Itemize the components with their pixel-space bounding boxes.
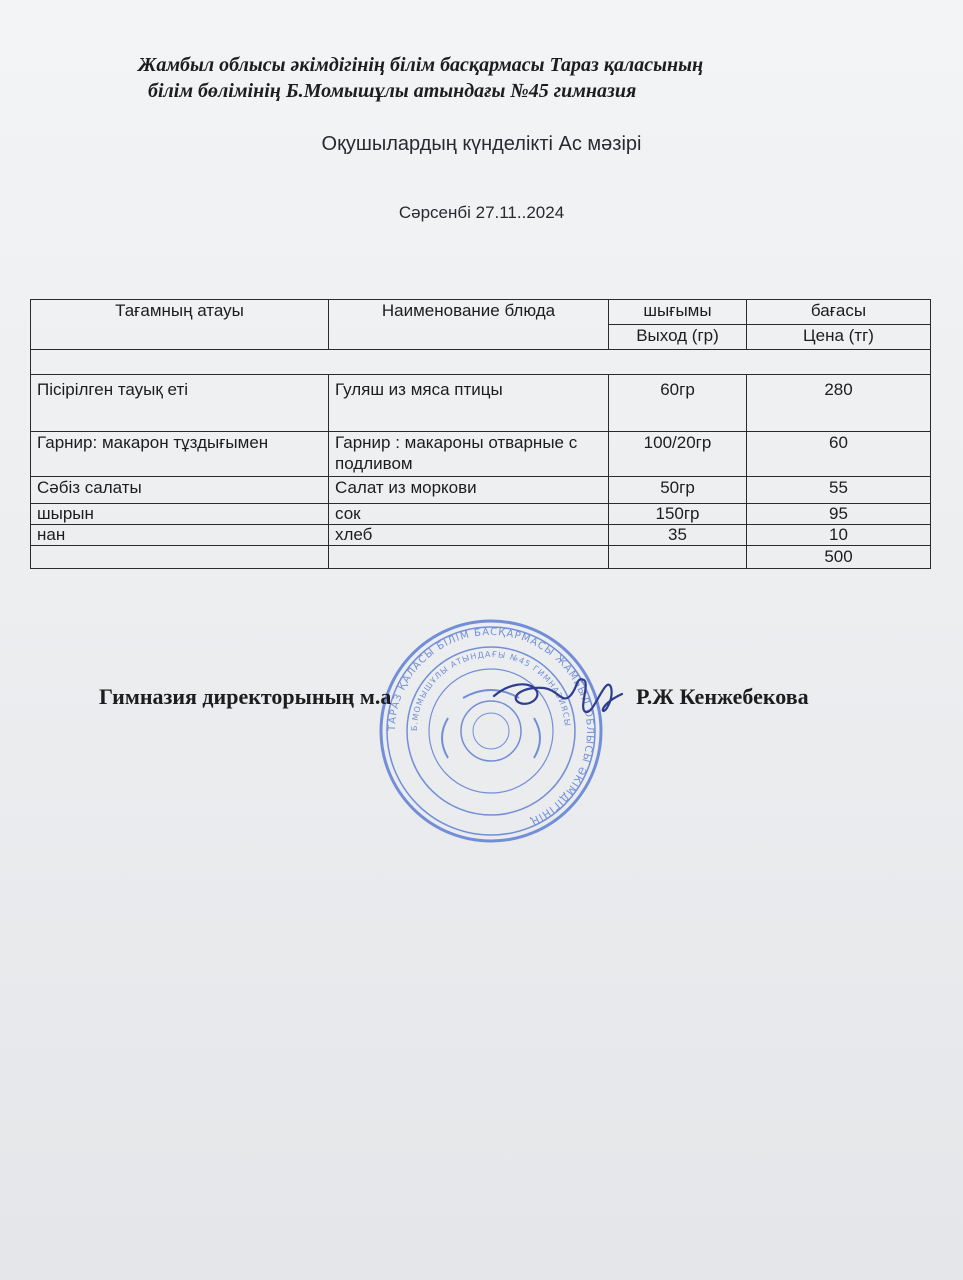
header-line-1: Жамбыл облысы әкімдігінің білім басқармасы Тараз қаласының [138, 54, 704, 76]
dish-ru: Салат из моркови [329, 477, 609, 504]
table-row [31, 525, 931, 546]
dish-ru: Гуляш из мяса птицы [329, 375, 609, 432]
dish-kz: шырын [31, 504, 329, 525]
director-position: Гимназия директорының м.а [99, 684, 392, 709]
dish-kz: нан [31, 525, 329, 546]
dish-ru: хлеб [329, 525, 609, 546]
dish-price: 55 [747, 477, 931, 504]
dish-kz: Сәбіз салаты [31, 477, 329, 504]
table-row [31, 504, 931, 525]
header-price-kz: бағасы [747, 300, 931, 325]
dish-output: 150гр [609, 504, 747, 525]
official-stamp [378, 618, 604, 844]
menu-table [30, 299, 931, 569]
dish-output: 100/20гр [609, 432, 747, 477]
menu-date: Сәрсенбі 27.11..2024 [398, 203, 565, 222]
table-row [31, 375, 931, 432]
header-output-kz: шығымы [609, 300, 747, 325]
total-price: 500 [747, 546, 931, 569]
table-total-row [31, 546, 931, 569]
dish-price: 280 [747, 375, 931, 432]
header-kz-name: Тағамның атауы [31, 300, 329, 350]
table-row [31, 432, 931, 477]
header-price-ru: Цена (тг) [747, 325, 931, 350]
dish-price: 95 [747, 504, 931, 525]
dish-price: 60 [747, 432, 931, 477]
dish-price: 10 [747, 525, 931, 546]
director-name: Р.Ж Кенжебекова [636, 684, 809, 709]
stamp-inner-text: Б.МОМЫШҰЛЫ АТЫНДАҒЫ №45 ГИМНАЗИЯСЫ [409, 649, 572, 732]
dish-ru: Гарнир : макароны отварные с подливом [329, 432, 609, 477]
stamp-outer-text: ТАРАЗ ҚАЛАСЫ БІЛІМ БАСҚАРМАСЫ ЖАМБЫЛ ОБЛЫСЫ ӘКІМДІГІНІҢ [386, 626, 596, 827]
dish-kz: Пісірілген тауық еті [31, 375, 329, 432]
dish-output: 35 [609, 525, 747, 546]
document-title: Оқушылардың күнделікті Ас мәзірі [321, 133, 642, 155]
table-spacer-row [31, 350, 931, 375]
table-row [31, 477, 931, 504]
dish-output: 50гр [609, 477, 747, 504]
handwritten-signature [488, 666, 628, 726]
dish-kz: Гарнир: макарон тұздығымен [31, 432, 329, 477]
header-output-ru: Выход (гр) [609, 325, 747, 350]
header-ru-name: Наименование блюда [329, 300, 609, 350]
dish-ru: сок [329, 504, 609, 525]
dish-output: 60гр [609, 375, 747, 432]
header-line-2: білім бөлімінің Б.Момышұлы атындағы №45 гимназия [148, 80, 637, 102]
